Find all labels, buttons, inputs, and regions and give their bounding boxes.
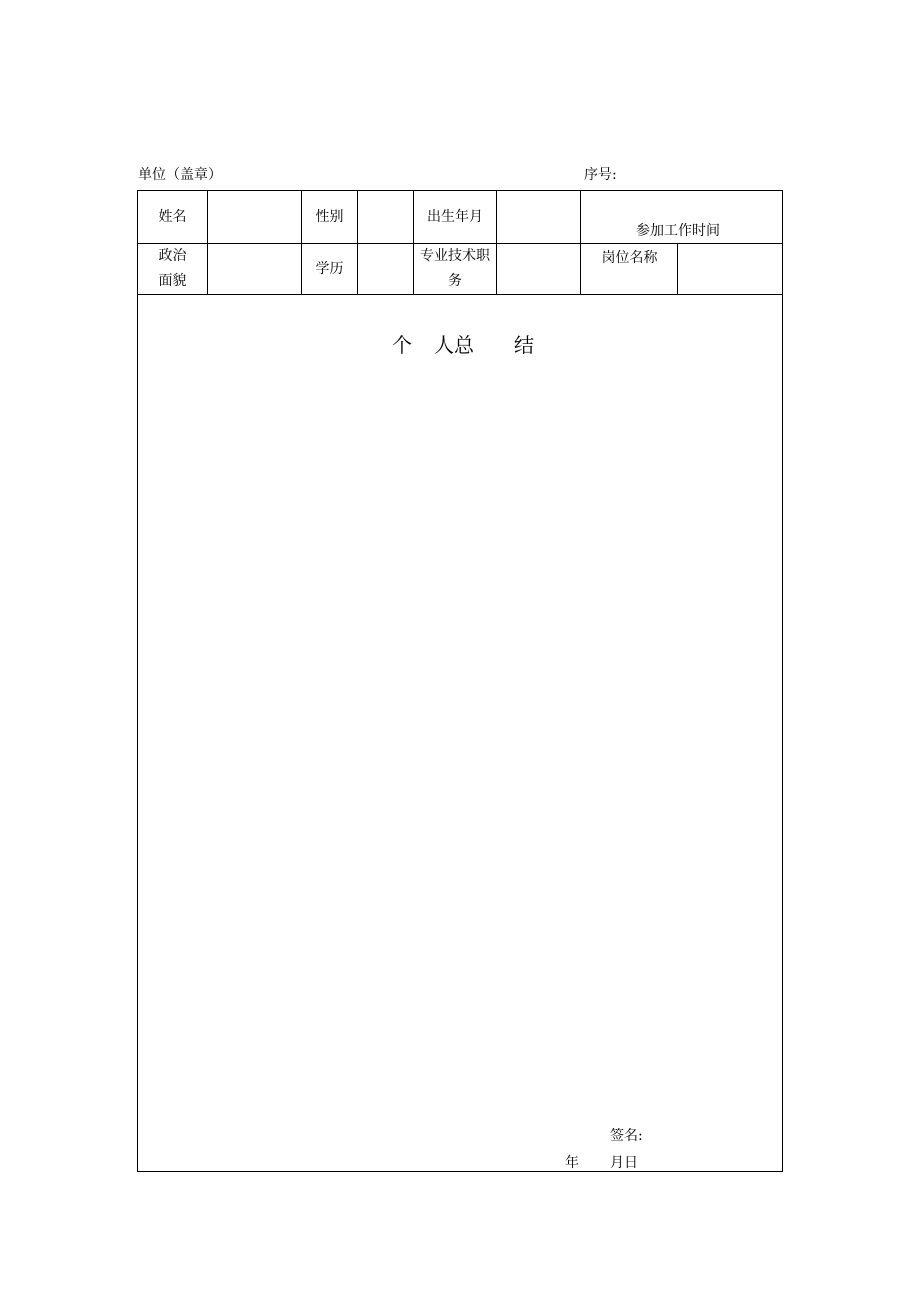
education-label: 学历	[315, 260, 344, 277]
professional-title-line2: 务	[448, 273, 462, 289]
summary-title-char1: 个	[392, 333, 412, 357]
birth-label-cell	[414, 191, 497, 243]
political-label-line2: 面貌	[158, 273, 187, 289]
gender-label: 性别	[315, 208, 344, 225]
unit-seal-label: 单位（盖章）	[138, 167, 222, 183]
education-label-cell	[302, 244, 358, 294]
name-value-cell[interactable]	[208, 191, 302, 243]
name-label: 姓名	[158, 208, 187, 225]
professional-title-value-cell[interactable]	[497, 244, 581, 294]
professional-title-line1: 专业技术职	[420, 248, 490, 264]
education-value-cell[interactable]	[358, 244, 414, 294]
date-month-day-label: 月日	[610, 1155, 638, 1171]
professional-title-label-cell	[414, 244, 497, 294]
birth-value-cell[interactable]	[497, 191, 581, 243]
signature-label: 签名:	[610, 1128, 643, 1144]
summary-title	[138, 331, 782, 371]
birth-label: 出生年月	[427, 208, 483, 225]
political-value-cell[interactable]	[208, 244, 302, 294]
gender-value-cell[interactable]	[358, 191, 414, 243]
political-label-cell	[138, 244, 208, 294]
political-label-line1: 政治	[158, 248, 187, 264]
position-label-cell	[581, 244, 678, 294]
work-start-label: 参加工作时间	[636, 223, 720, 239]
serial-number-label: 序号:	[584, 167, 617, 183]
position-value-cell[interactable]	[678, 244, 784, 294]
work-start-cell[interactable]	[581, 191, 784, 243]
summary-form	[137, 190, 783, 1172]
summary-title-char2: 人总	[434, 333, 474, 357]
form-row-basic-info	[138, 191, 782, 244]
name-label-cell	[138, 191, 208, 243]
gender-label-cell	[302, 191, 358, 243]
position-label: 岗位名称	[601, 250, 658, 266]
date-year-label: 年	[565, 1155, 579, 1171]
summary-title-char3: 结	[514, 333, 534, 357]
form-row-job-info	[138, 244, 782, 295]
